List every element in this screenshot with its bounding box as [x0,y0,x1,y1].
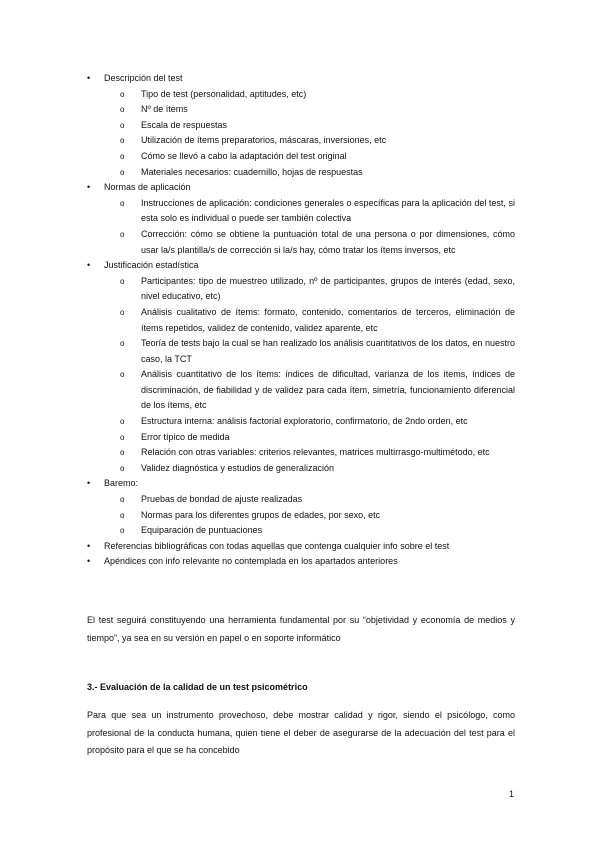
circle-bullet-icon: o [120,136,125,146]
list-item: o Cómo se llevó a cabo la adaptación del test original [0,149,600,165]
list-item: o Error típico de medida [0,430,600,446]
closing-paragraph: El test seguirá constituyendo una herramienta fundamental por su “objetividad y economía de medios y tiempo”, ya sea en su versión en papel o en soporte informático [87,615,515,643]
page-number: 1 [509,789,515,799]
list-item: • Baremo: [0,476,600,492]
circle-bullet-icon: o [120,370,125,380]
circle-bullet-icon: o [120,105,125,115]
circle-bullet-icon: o [120,495,125,505]
circle-bullet-icon: o [120,89,125,99]
list-item: o Escala de respuestas [0,118,600,134]
bullet-icon: • [87,556,91,567]
circle-bullet-icon: o [120,198,125,208]
circle-bullet-icon: o [120,307,125,317]
section-referencias [0,539,600,570]
list-item: o Materiales necesarios: cuadernillo, hojas de respuestas [0,165,600,181]
circle-bullet-icon: o [120,120,125,130]
list-item: o Utilización de ítems preparatorios, máscaras, inversiones, etc [0,133,600,149]
section-heading: 3.- Evaluación de la calidad de un test psicométrico [87,682,308,692]
circle-bullet-icon: o [120,510,125,520]
section-normas [0,180,600,258]
list-item: o Tipo de test (personalidad, aptitudes, etc) [0,87,600,103]
circle-bullet-icon: o [120,339,125,349]
circle-bullet-icon: o [120,167,125,177]
section-descripcion [0,71,600,180]
bullet-icon: • [87,182,91,193]
bullet-icon: • [87,73,91,83]
bullet-icon: • [87,478,91,489]
body-paragraph: Para que sea un instrumento provechoso, debe mostrar calidad y rigor, siendo el psicólogo, como profesional de la conducta humana, quien tiene el deber de asegurarse de la adecuación del test para el propósito para el que se ha concebido [87,710,515,755]
circle-bullet-icon: o [120,526,125,536]
list-item: o Instrucciones de aplicación: condiciones generales o específicas para la aplicación del test, si esta solo es individual o puede ser también colectiva [120,197,515,224]
circle-bullet-icon: o [120,463,125,473]
list-item: o Participantes: tipo de muestreo utilizado, nº de participantes, grupos de interés (edad, sexo, nivel educativo, etc) [120,275,515,302]
list-item: o Teoría de tests bajo la cual se han realizado los análisis cuantitativos de los datos, en nuestro caso, la TCT [120,338,515,364]
circle-bullet-icon: o [120,417,125,427]
circle-bullet-icon: o [120,276,125,286]
circle-bullet-icon: o [120,432,125,442]
list-item: • Descripción del test [0,71,600,87]
circle-bullet-icon: o [120,151,125,161]
outline-list [0,71,600,570]
circle-bullet-icon: o [120,229,125,239]
list-item: • Referencias bibliográficas con todas aquellas que contenga cualquier info sobre el test [0,539,600,555]
list-item: • Normas de aplicación [0,180,600,196]
list-item: o Pruebas de bondad de ajuste realizadas [0,492,600,508]
list-item: o Equiparación de puntuaciones [0,523,600,539]
circle-bullet-icon: o [120,448,125,458]
list-item: o Validez diagnóstica y estudios de generalización [0,461,600,477]
list-item: o Estructura interna: análisis factorial exploratorio, confirmatorio, de 2ndo orden, etc [0,414,600,430]
list-item: o Relación con otras variables: criterios relevantes, matrices multirrasgo-multimétodo, etc [0,445,600,461]
bullet-icon: • [87,540,91,551]
list-item: o Análisis cualitativo de ítems: formato, contenido, comentarios de terceros, eliminación de ítems repetidos, validez de contenido, validez aparente, etc [120,306,515,333]
bullet-icon: • [87,260,91,271]
list-item: o Corrección: cómo se obtiene la puntuación total de una persona o por dimensiones, cómo usar la/s plantilla/s de corrección si la/s hay, cómo tratar los ítems inversos, etc [120,228,515,255]
list-item: o Análisis cuantitativo de los ítems: índices de dificultad, varianza de los ítems, índices de discriminación, de fiabilidad y de validez para cada ítem, simetría, funcionamiento diferencial de los ítems, etc [120,369,515,411]
list-item: • Justificación estadística [0,258,600,274]
list-item: • Apéndices con info relevante no contemplada en los apartados anteriores [0,554,600,570]
list-item: o Nº de ítems [0,102,600,118]
section-justificacion [0,258,600,476]
section-baremo [0,476,600,538]
list-item: o Normas para los diferentes grupos de edades, por sexo, etc [0,508,600,524]
